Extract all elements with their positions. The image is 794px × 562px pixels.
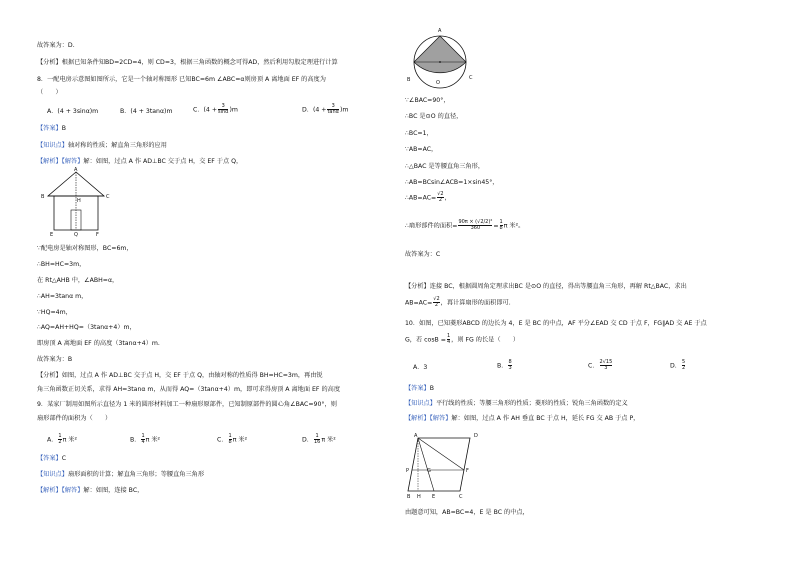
- q9-option-a: A． $\frac{1}{2}$ π 米²: [47, 433, 77, 445]
- q8-step-4: ∴AH=3tanα m，: [37, 293, 88, 300]
- q8-house-figure: [38, 168, 114, 234]
- q9-step-3: ∴BC=1，: [405, 130, 433, 137]
- q9-final-answer: 故答案为：C: [405, 251, 441, 258]
- fig10-label-a: A: [414, 433, 418, 439]
- q8-step-7: 即房顶 A 离地面 EF 的高度（3tanα+4）m.: [37, 340, 160, 347]
- q9-step-6: ∴AB=BCsin∠ACB=1×sin45°，: [405, 179, 499, 186]
- answer-line: 故答案为：D.: [37, 42, 75, 49]
- q8-step-2: ∴BH=HC=3m，: [37, 261, 86, 268]
- q8-answer: 【答案】B: [37, 125, 66, 132]
- q8-analysis-2: 角三角函数正切关系，求得 AH=3tanα m，从而得 AQ=（3tanα+4）m，即可求得房顶 A 离地面 EF 的高度: [37, 386, 341, 393]
- q9-solution: 【解析】【解答】解：如图，连接 BC，: [37, 487, 144, 494]
- q10-option-c: C． $\frac{2√15}{3}$: [588, 359, 613, 371]
- question-9-stem-2: 扇形部件的面积为（ ）: [37, 415, 112, 422]
- fig10-label-e: E: [432, 494, 436, 500]
- q8-step-3: 在 Rt△AHB 中，∠ABH=α，: [37, 277, 119, 284]
- q9-knowledge: 【知识点】扇形面积的计算；解直角三角形；等腰直角三角形: [37, 471, 205, 478]
- q9-step-5: ∴△BAC 是等腰直角三角形，: [405, 163, 485, 170]
- fig8-label-f: F: [96, 232, 99, 238]
- q8-option-b: B．(4 + 3tanα)m: [120, 108, 173, 115]
- fig8-label-e: E: [50, 232, 54, 238]
- fig9-label-b: B: [407, 77, 411, 83]
- q10-option-a: A．3: [413, 364, 428, 371]
- q9-option-d: D． $\frac{1}{16}$ π 米²: [302, 433, 336, 445]
- question-10-stem: 10．如图，已知菱形ABCD 的边长为 4，E 是 BC 的中点，AF 平分∠EAD 交 CD 于点 F，FG∥AD 交 AE 于点: [405, 320, 707, 327]
- q9-step-4: ∵AB=AC，: [405, 146, 438, 153]
- analysis-line: 【分析】根据已知条件知BD=2CD=4，则 CD=3，根据三角函数的概念可得AD，然后利用勾股定理进行计算: [37, 59, 338, 66]
- q8-step-6: ∴AQ=AH+HQ=（3tanα+4）m，: [37, 324, 136, 331]
- q8-final-answer: 故答案为：B: [37, 356, 73, 363]
- fig10-label-g: G: [427, 468, 431, 474]
- q10-knowledge: 【知识点】平行线的性质；等腰三角形的性质；菱形的性质；锐角三角函数的定义: [405, 400, 628, 407]
- q10-step-1: 由题意可知，AB=BC=4，E 是 BC 的中点，: [405, 509, 529, 516]
- q9-answer: 【答案】C: [37, 455, 67, 462]
- question-9-stem: 9．某家厂制用如图所示直径为 1 米的圆形材料加工一种扇形原部件，已知制原部件的圆心角∠BAC=90°，则: [37, 401, 337, 408]
- fig10-label-f: F: [466, 468, 469, 474]
- q9-step-7: ∴AB=AC= $\frac{√2}{2}$ ，: [405, 191, 451, 203]
- q9-step-8: ∴扇形部件的面积= $\frac{\text{90π × (√2/2)²}}{360}$ = $\frac{1}{8}$ π 米²。: [405, 219, 525, 231]
- q8-option-c: C．(4 + $\frac{3}{\sin\alpha}$ )m: [193, 103, 238, 115]
- fig10-label-b: B: [407, 494, 411, 500]
- q9-analysis-2: AB=AC= $\frac{√2}{2}$ ，再计算扇形的面积即可.: [405, 296, 511, 308]
- q9-option-c: C． $\frac{1}{8}$ π 米²: [217, 433, 248, 445]
- q8-knowledge: 【知识点】轴对称的性质；解直角三角形的应用: [37, 142, 167, 149]
- fig8-label-c: C: [106, 194, 110, 200]
- q9-step-1: ∵∠BAC=90°，: [405, 97, 450, 104]
- q8-step-1: ∵配电房是轴对称图形，BC=6m，: [37, 245, 133, 252]
- question-8-stem: 8．一配电房示意图如图所示，它是一个轴对称图形 已知BC=6m ∠ABC=α则房顶 A 离地面 EF 的高度为: [37, 76, 326, 83]
- q9-circle-figure: [400, 32, 480, 94]
- q8-step-5: ∵HQ=4m，: [37, 309, 72, 316]
- fig8-label-h: H: [77, 198, 81, 204]
- fig9-label-o: O: [436, 80, 440, 86]
- q8-analysis-1: 【分析】如图，过点 A 作 AD⊥BC 交于点 H，交 EF 于点 Q，由轴对称的性质得 BH=HC=3m，再由锐: [37, 372, 323, 379]
- question-10-stem-2: G，若 cosB = $\frac{1}{4}$ ，则 FG 的长是（ ）: [405, 333, 520, 345]
- fig10-label-c: C: [459, 494, 463, 500]
- q10-option-d: D． $\frac{5}{2}$: [670, 359, 686, 371]
- q9-option-b: B． $\frac{1}{4}$ π 米²: [130, 433, 160, 445]
- q9-analysis-1: 【分析】连接 BC，根据圆周角定理求出BC 是⊙O 的直径，得出等腰直角三角形，再解 Rt△BAC，求出: [405, 283, 687, 290]
- q8-solution: 【解析】【解答】解：如图，过点 A 作 AD⊥BC 交于点 H，交 EF 于点 Q，: [37, 158, 243, 165]
- fig10-label-d: D: [474, 433, 478, 439]
- fig9-label-c: C: [469, 75, 473, 81]
- q10-answer: 【答案】B: [405, 385, 434, 392]
- q10-option-b: B． $\frac{8}{3}$: [497, 359, 512, 371]
- q8-option-a: A．(4 + 3sinα)m: [47, 108, 99, 115]
- q10-solution: 【解析】【解答】解：如图，过点 A 作 AH 垂直 BC 于点 H，延长 FG 交 AB 于点 P，: [405, 415, 640, 422]
- fig8-label-a: A: [74, 167, 78, 173]
- q9-step-2: ∴BC 是⊙O 的直径，: [405, 113, 463, 120]
- fig10-label-p: P: [406, 468, 410, 474]
- fig10-label-h: H: [417, 494, 421, 500]
- fig9-label-a: A: [438, 28, 442, 34]
- fig8-label-b: B: [41, 194, 45, 200]
- question-8-paren: （ ）: [37, 89, 62, 96]
- q8-option-d: D．(4 + $\frac{3}{\tan\alpha}$ )m: [302, 103, 349, 115]
- q10-rhombus-figure: [404, 432, 484, 500]
- fig8-label-q: Q: [74, 232, 78, 238]
